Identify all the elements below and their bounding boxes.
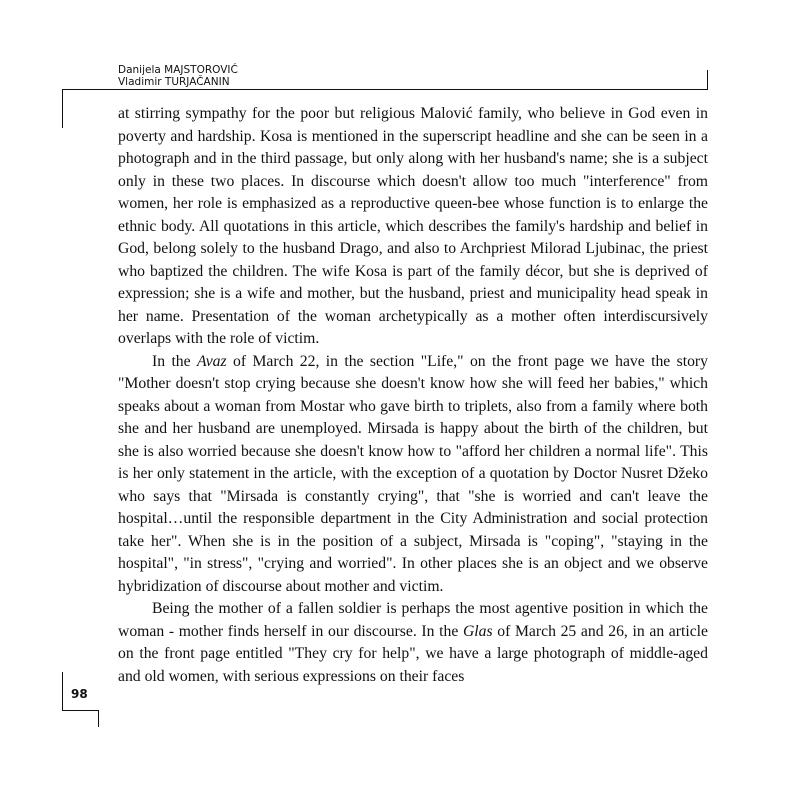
running-header-author-1: Danijela MAJSTOROVIĆ (118, 64, 238, 76)
newspaper-name-avaz: Avaz (197, 352, 227, 370)
footer-rule-horizontal (62, 710, 99, 711)
running-header-author-2: Vladimir TURJAČANIN (118, 76, 230, 88)
footer-rule-right-tick (98, 710, 99, 727)
paragraph-2-text-start: In the (152, 352, 197, 370)
paragraph-3-text-start: Being the mother of a fallen soldier is perhaps the most agentive position in which the woman - mother finds herself in our discourse. In the (118, 600, 708, 640)
page-number: 98 (71, 687, 88, 701)
body-text (118, 103, 708, 688)
paragraph-1: at stirring sympathy for the poor but religious Malović family, who believe in God even in poverty and hardship. Kosa is mentioned in the superscript headline and she can be seen in a photograph and in the third passage, but only along with her husband's name; she is a subject only in these two places. In discourse which doesn't allow too much "interference" from women, her role is emphasized as a reproductive queen-bee whose function is to enlarge the ethnic body. All quotations in this article, which describes the family's hardship and belief in God, belong solely to the husband Drago, and also to Archpriest Milorad Ljubinac, the priest who baptized the children. The wife Kosa is part of the family décor, but she is deprived of expression; she is a wife and mother, but the husband, priest and municipality head speak in her name. Presentation of the woman archetypically as a mother often interdiscursively overlaps with the role of victim. (118, 105, 708, 347)
paragraph-3 (118, 598, 708, 688)
paragraph-2-text-end: of March 22, in the section "Life," on the front page we have the story "Mother doesn't stop crying because she doesn't know how she will feed her babies," which speaks about a woman from Mostar who gave birth to triplets, also from a family where both she and her husband are unemployed. Mirsada is happy about the birth of the children, but she is also worried because she doesn't know how to "afford her children a normal life". This is her only statement in the article, with the exception of a quotation by Doctor Nusret Džeko who says that "Mirsada is constantly crying", that "she is worried and can't leave the hospital…until the responsible department in the City Administration and social protection take her". When she is in the position of a subject, Mirsada is "coping", "staying in the hospital", "in stress", "crying and worried". In other places she is an object and we observe hybridization of discourse about mother and victim. (118, 352, 709, 595)
footer-rule-left-tick (62, 672, 63, 711)
paragraph-3-text-end: of March 25 and 26, in an article on the front page entitled "They cry for help", we have a large photograph of middle-aged and old women, with serious expressions on their faces (118, 622, 708, 685)
newspaper-name-glas: Glas (462, 622, 493, 640)
paragraph-2 (118, 351, 708, 599)
header-rule-right-tick (707, 70, 708, 90)
header-rule-horizontal (62, 89, 708, 90)
header-rule-left-tick (62, 89, 63, 128)
